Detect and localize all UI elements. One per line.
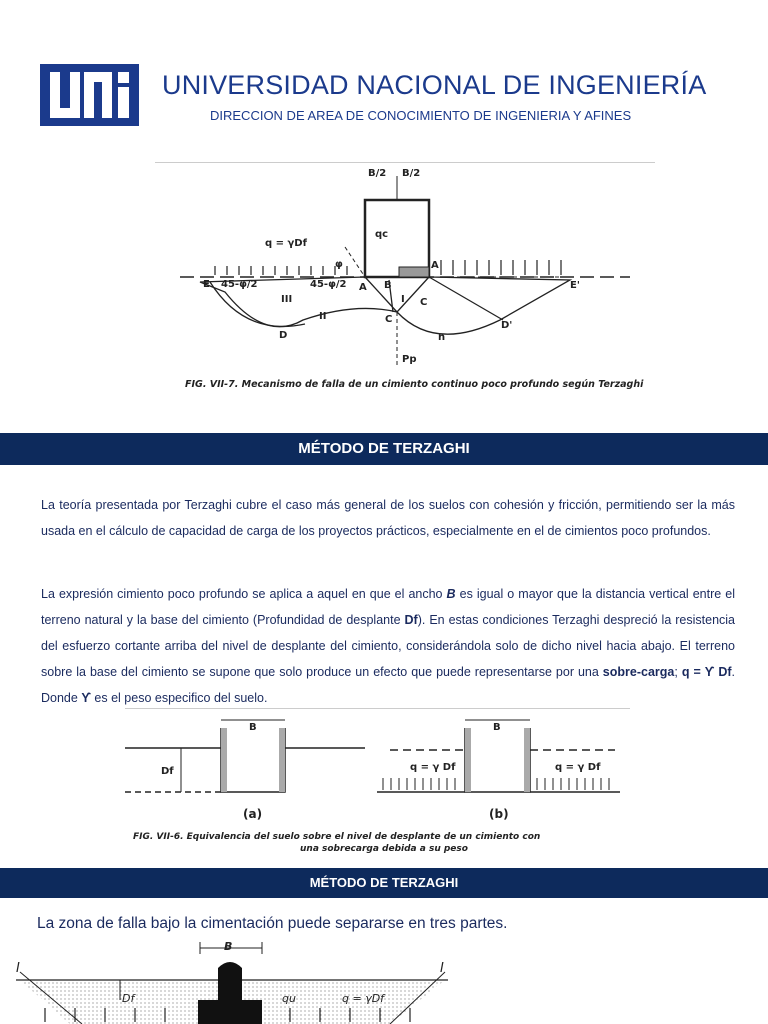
fig1-label-C: C <box>385 314 393 325</box>
fig1-label-q: q = γDf <box>265 238 307 249</box>
fig1-label-n: n <box>438 332 446 343</box>
fig1-label-D: D <box>279 330 288 341</box>
fig1-label-E: E <box>203 279 210 290</box>
university-subtitle: DIRECCION DE AREA DE CONOCIMIENTO DE INGENIERIA Y AFINES <box>210 108 632 123</box>
fig3-label-q: q = γDf <box>342 992 385 1005</box>
p2-var-Df: Df <box>404 613 418 627</box>
fig3-label-qu: qu <box>282 992 296 1005</box>
fig2-label-q-left: q = γ Df <box>410 762 456 773</box>
paragraph-shallow-footing <box>41 581 735 711</box>
fig2-caption-line1: FIG. VII-6. Equivalencia del suelo sobre el nivel de desplante de un cimiento con <box>133 832 541 842</box>
p2-text-c: ). En estas condiciones Terzaghi despreció la resistencia del esfuerzo cortante arriba del nivel de desplante del cimiento, considerándola solo de dicho nivel hacia abajo. El terreno sobre la base del cimiento se supone que solo produce un efecto que puede representarse por una <box>41 613 736 679</box>
p2-var-gamma: ϒ <box>81 691 91 705</box>
fig1-label-A: A <box>359 282 367 293</box>
fig2-caption-line2: una sobrecarga debida a su peso <box>300 844 468 854</box>
fig2-label-Df: Df <box>161 766 174 777</box>
university-title: UNIVERSIDAD NACIONAL DE INGENIERÍA <box>162 70 707 100</box>
fig2-label-a: (a) <box>243 807 263 821</box>
fig2-label-B-b: B <box>493 722 501 733</box>
fig3-label-B: B <box>224 940 233 953</box>
fig2-label-B-a: B <box>249 722 257 733</box>
figure-failure-mechanism <box>155 162 655 406</box>
p2-text-a: La expresión cimiento poco profundo se aplica a aquel en que el ancho <box>41 587 447 601</box>
p2-text-f: es el peso especifico del suelo. <box>90 691 268 705</box>
fig1-label-phi: φ <box>335 259 343 270</box>
p2-sobrecarga: sobre-carga <box>602 665 675 679</box>
fig1-label-angle-mid: 45-φ/2 <box>310 279 347 290</box>
paragraph-failure-zone: La zona de falla bajo la cimentación puede separarse en tres partes. <box>37 915 508 932</box>
figure-failure-zones <box>0 938 768 1024</box>
p2-var-B: B <box>446 587 456 601</box>
fig1-label-Pp: Pp <box>402 354 417 365</box>
university-logo <box>40 64 139 126</box>
p2-text-b: es igual o mayor que la distancia vertical entre el terreno natural y la base del cimiento (Profundidad de desplante <box>41 587 735 627</box>
p2-text-e: . Donde <box>41 665 736 705</box>
section-heading-terzaghi-2: MÉTODO DE TERZAGHI <box>0 868 768 898</box>
p2-formula: q = ϒ Df <box>681 665 732 679</box>
fig3-label-I-left: I <box>16 961 20 976</box>
fig1-label-B: B <box>384 280 392 291</box>
fig3-label-Df: Df <box>122 992 135 1005</box>
fig1-label-b-half-right: B/2 <box>402 168 421 179</box>
fig2-label-q-right: q = γ Df <box>555 762 601 773</box>
uni-logo-icon <box>40 64 139 126</box>
fig2-label-b: (b) <box>489 807 509 821</box>
fig1-label-zone-I: I <box>401 294 405 305</box>
fig1-label-A-right: A <box>431 260 439 271</box>
p2-text-d: ; <box>674 665 682 679</box>
paragraph-intro: La teoría presentada por Terzaghi cubre el caso más general de los suelos con cohesión y fricción, permitiendo ser la más usada en el cálculo de capacidad de carga de los proyectos prácticos, especialmente en el de cimientos poco profundos. <box>41 498 735 538</box>
section-heading-terzaghi: MÉTODO DE TERZAGHI <box>0 433 768 465</box>
fig1-label-zone-III: III <box>281 294 293 305</box>
fig1-caption: FIG. VII-7. Mecanismo de falla de un cimiento continuo poco profundo según Terzaghi <box>185 379 644 390</box>
fig1-label-D-prime: D' <box>501 320 513 331</box>
svg-text:UNI: UNI <box>40 64 42 65</box>
fig1-label-C-right: C <box>420 297 428 308</box>
fig1-label-angle-left: 45-φ/2 <box>221 279 258 290</box>
fig1-label-b-half-left: B/2 <box>368 168 387 179</box>
figure-surcharge-equivalence <box>125 708 630 860</box>
fig1-label-qc: qc <box>375 229 389 240</box>
fig3-label-I-right: I <box>440 961 444 976</box>
fig1-label-E-prime: E' <box>570 280 580 291</box>
fig1-label-zone-II: II <box>319 311 327 322</box>
